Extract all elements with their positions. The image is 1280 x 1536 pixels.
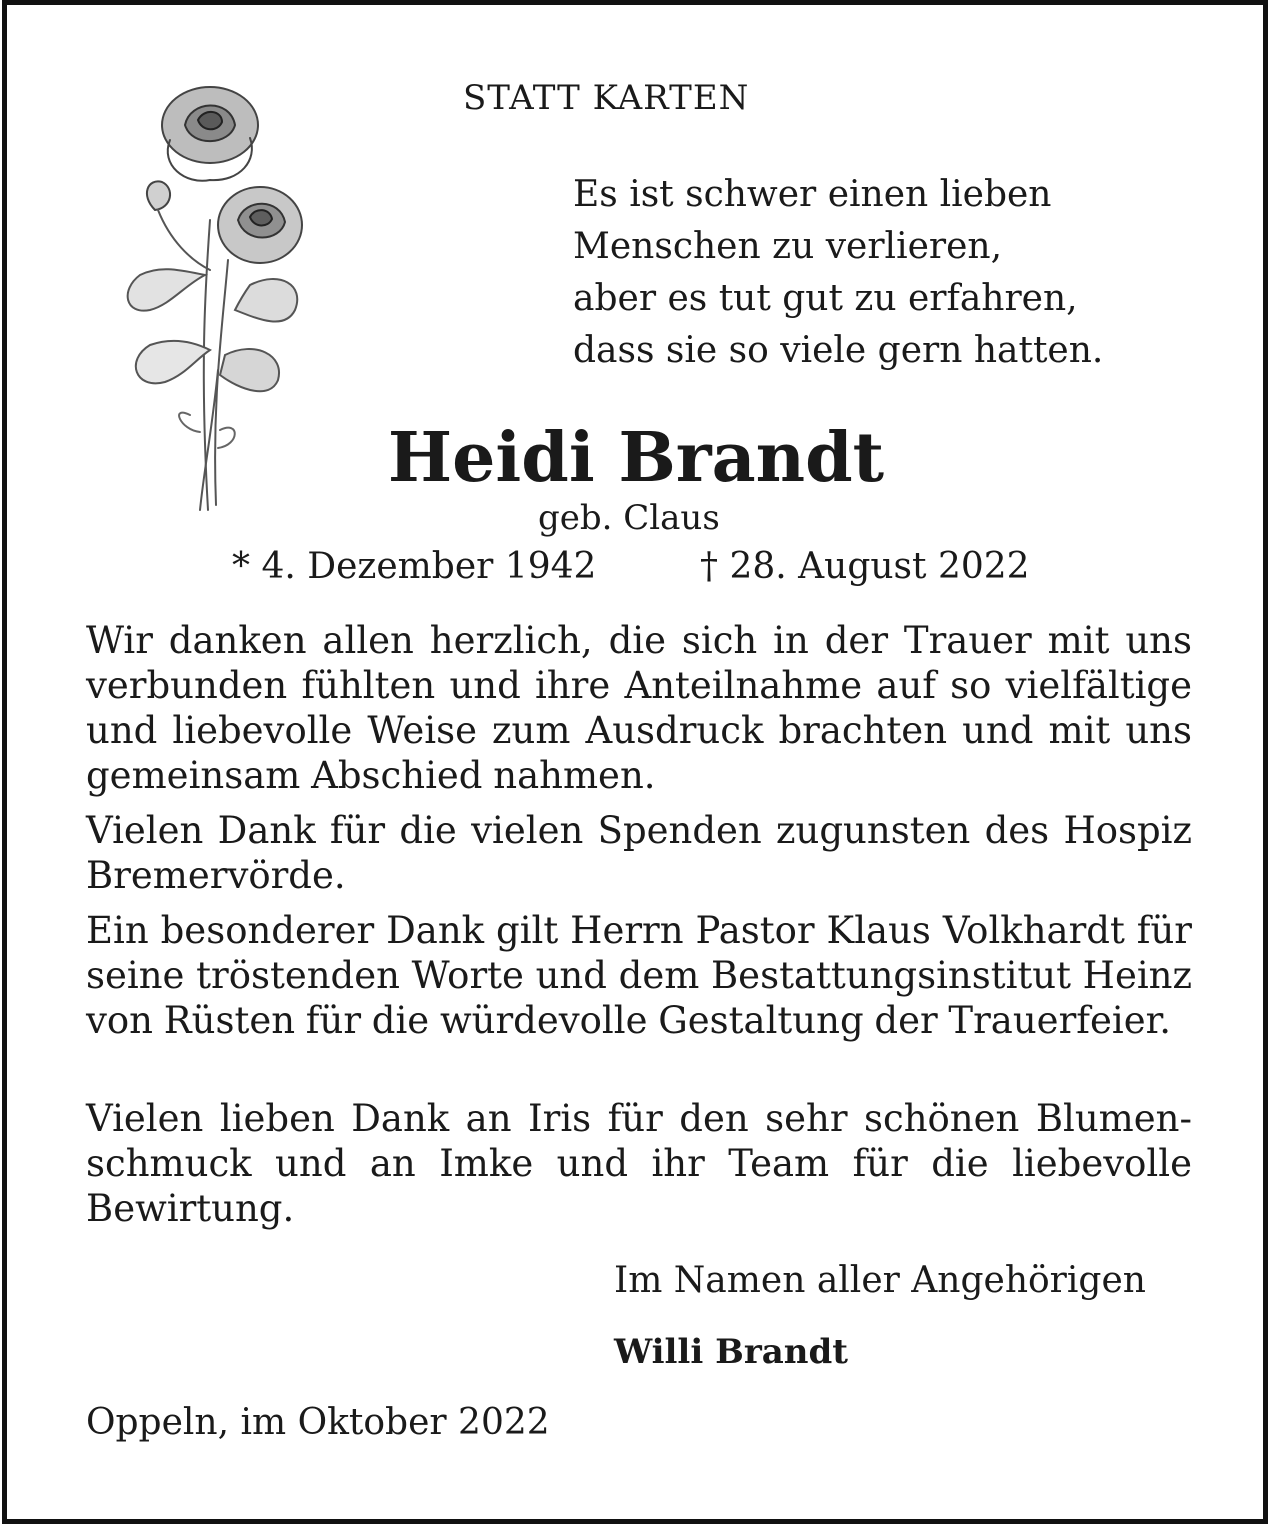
- pastor-thanks-paragraph: Ein besonderer Dank gilt Herrn Pastor Klaus Volkhardt für seine tröstenden Worte und dem Bestattungsinstitut Heinz von Rüsten für die würdevolle Gestaltung der Trauerfeier.: [86, 909, 1192, 1042]
- birth-date: * 4. Dezember 1942: [232, 546, 597, 587]
- flowers-thanks-paragraph: Vielen lieben Dank an Iris für den sehr schönen Blumenschmuck und an Imke und ihr Team für die liebevolle Bewirtung.: [86, 1097, 1192, 1230]
- verse-line: Es ist schwer einen lieben: [573, 174, 1052, 215]
- verse-line: aber es tut gut zu erfahren,: [573, 278, 1078, 319]
- death-date: † 28. August 2022: [700, 546, 1030, 587]
- verse-line: Menschen zu verlieren,: [573, 226, 1003, 267]
- donation-paragraph: Vielen Dank für die vielen Spenden zugunsten des Hospiz Bremervörde.: [86, 809, 1192, 897]
- statt-karten-heading: STATT KARTEN: [463, 78, 750, 118]
- closing-line: Im Namen aller Angehörigen: [614, 1260, 1146, 1301]
- signer-name: Willi Brandt: [614, 1332, 848, 1372]
- maiden-name: geb. Claus: [538, 498, 720, 538]
- thanks-paragraph: Wir danken allen herzlich, die sich in der Trauer mit uns verbunden fühlten und ihre Anteilnahme auf so vielfältige und liebevolle Weise zum Ausdruck brachten und mit uns gemeinsam Abschied nahmen.: [86, 619, 1192, 797]
- deceased-name: Heidi Brandt: [387, 418, 885, 498]
- place-date: Oppeln, im Oktober 2022: [86, 1402, 550, 1443]
- verse-line: dass sie so viele gern hatten.: [573, 330, 1104, 371]
